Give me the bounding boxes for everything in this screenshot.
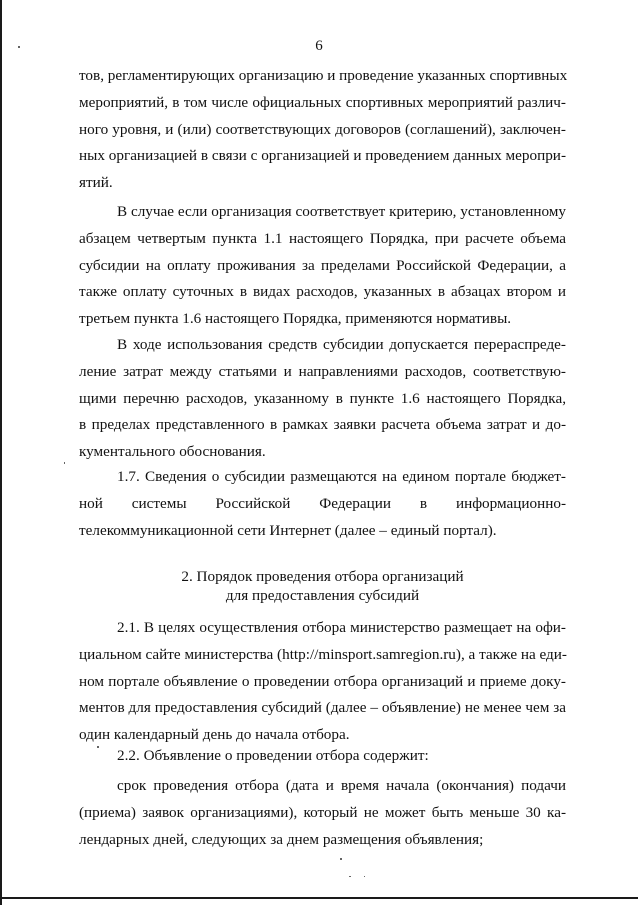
section-heading bbox=[79, 567, 566, 605]
text-line: один календарный день до начала отбора. bbox=[79, 726, 350, 744]
paragraph-criterion bbox=[79, 199, 566, 333]
text-line: в пределах представленного в рамках заявки расчета объема затрат и до- bbox=[79, 416, 566, 434]
text-line: 1.7. Сведения о субсидии размещаются на едином портале бюджет- bbox=[117, 468, 566, 485]
text-line: ятий. bbox=[79, 174, 113, 192]
paragraph-redistribution bbox=[79, 332, 566, 466]
scan-speck bbox=[364, 876, 365, 877]
paragraph-continuation bbox=[79, 63, 566, 197]
scan-bottom-edge bbox=[0, 897, 638, 899]
text-line: третьем пункта 1.6 настоящего Порядка, применяются нормативы. bbox=[79, 310, 512, 328]
scan-speck bbox=[349, 876, 351, 877]
text-line: кументального обоснования. bbox=[79, 443, 266, 461]
text-line: абзацем четвертым пункта 1.1 настоящего Порядка, при расчете объема bbox=[79, 229, 566, 247]
text-line: ментов для предоставления субсидий (далее – объявление) не менее чем за bbox=[79, 699, 566, 717]
scan-speck bbox=[64, 462, 65, 464]
text-line: (приема) заявок организациями), который не может быть меньше 30 ка- bbox=[79, 803, 566, 821]
text-line: ление затрат между статьями и направлениями расходов, соответствую- bbox=[79, 362, 566, 380]
text-line: мероприятий, в том числе официальных спортивных мероприятий различ- bbox=[79, 93, 566, 111]
text-line: 2.2. Объявление о проведении отбора содержит: bbox=[117, 747, 429, 764]
text-line: ных организацией в связи с организацией и проведением данных меропри- bbox=[79, 147, 566, 165]
paragraph-1-7 bbox=[79, 464, 566, 544]
text-line: также оплату суточных в видах расходов, указанных в абзацах втором и bbox=[79, 283, 566, 301]
text-line: тов, регламентирующих организацию и проведение указанных спортивных bbox=[79, 67, 568, 84]
paragraph-deadline bbox=[79, 773, 566, 853]
text-line: субсидии на оплату проживания за пределами Российской Федерации, а bbox=[79, 256, 566, 274]
section-heading-line-2: для предоставления субсидий bbox=[225, 587, 420, 604]
page-number: 6 bbox=[315, 38, 323, 54]
text-line: лендарных дней, следующих за днем размещения объявления; bbox=[79, 830, 484, 848]
text-line: срок проведения отбора (дата и время начала (окончания) подачи bbox=[117, 777, 566, 794]
text-line: циальном сайте министерства (http://minsport.samregion.ru), а также на еди- bbox=[79, 645, 567, 663]
text-line: ной системы Российской Федерации в информационно- bbox=[79, 494, 566, 512]
scan-speck bbox=[97, 746, 99, 748]
text-line: телекоммуникационной сети Интернет (далее – единый портал). bbox=[79, 521, 497, 539]
text-line: ного уровня, и (или) соответствующих договоров (соглашений), заключен- bbox=[79, 120, 566, 138]
text-line: щими перечню расходов, указанному в пункте 1.6 настоящего Порядка, bbox=[79, 389, 566, 407]
text-line: 2.1. В целях осуществления отбора министерство размещает на офи- bbox=[117, 619, 566, 636]
text-line: ном портале объявление о проведении отбора организаций и приеме доку- bbox=[79, 672, 566, 690]
text-line: В ходе использования средств субсидии допускается перераспреде- bbox=[117, 336, 566, 353]
paragraph-2-2 bbox=[79, 743, 566, 770]
text-line: В случае если организация соответствует критерию, установленному bbox=[117, 203, 566, 220]
scan-left-edge bbox=[0, 0, 2, 905]
scan-speck bbox=[18, 46, 20, 48]
section-heading-line-1: 2. Порядок проведения отбора организаций bbox=[181, 568, 464, 585]
scan-speck bbox=[340, 858, 342, 860]
paragraph-2-1 bbox=[79, 615, 566, 749]
